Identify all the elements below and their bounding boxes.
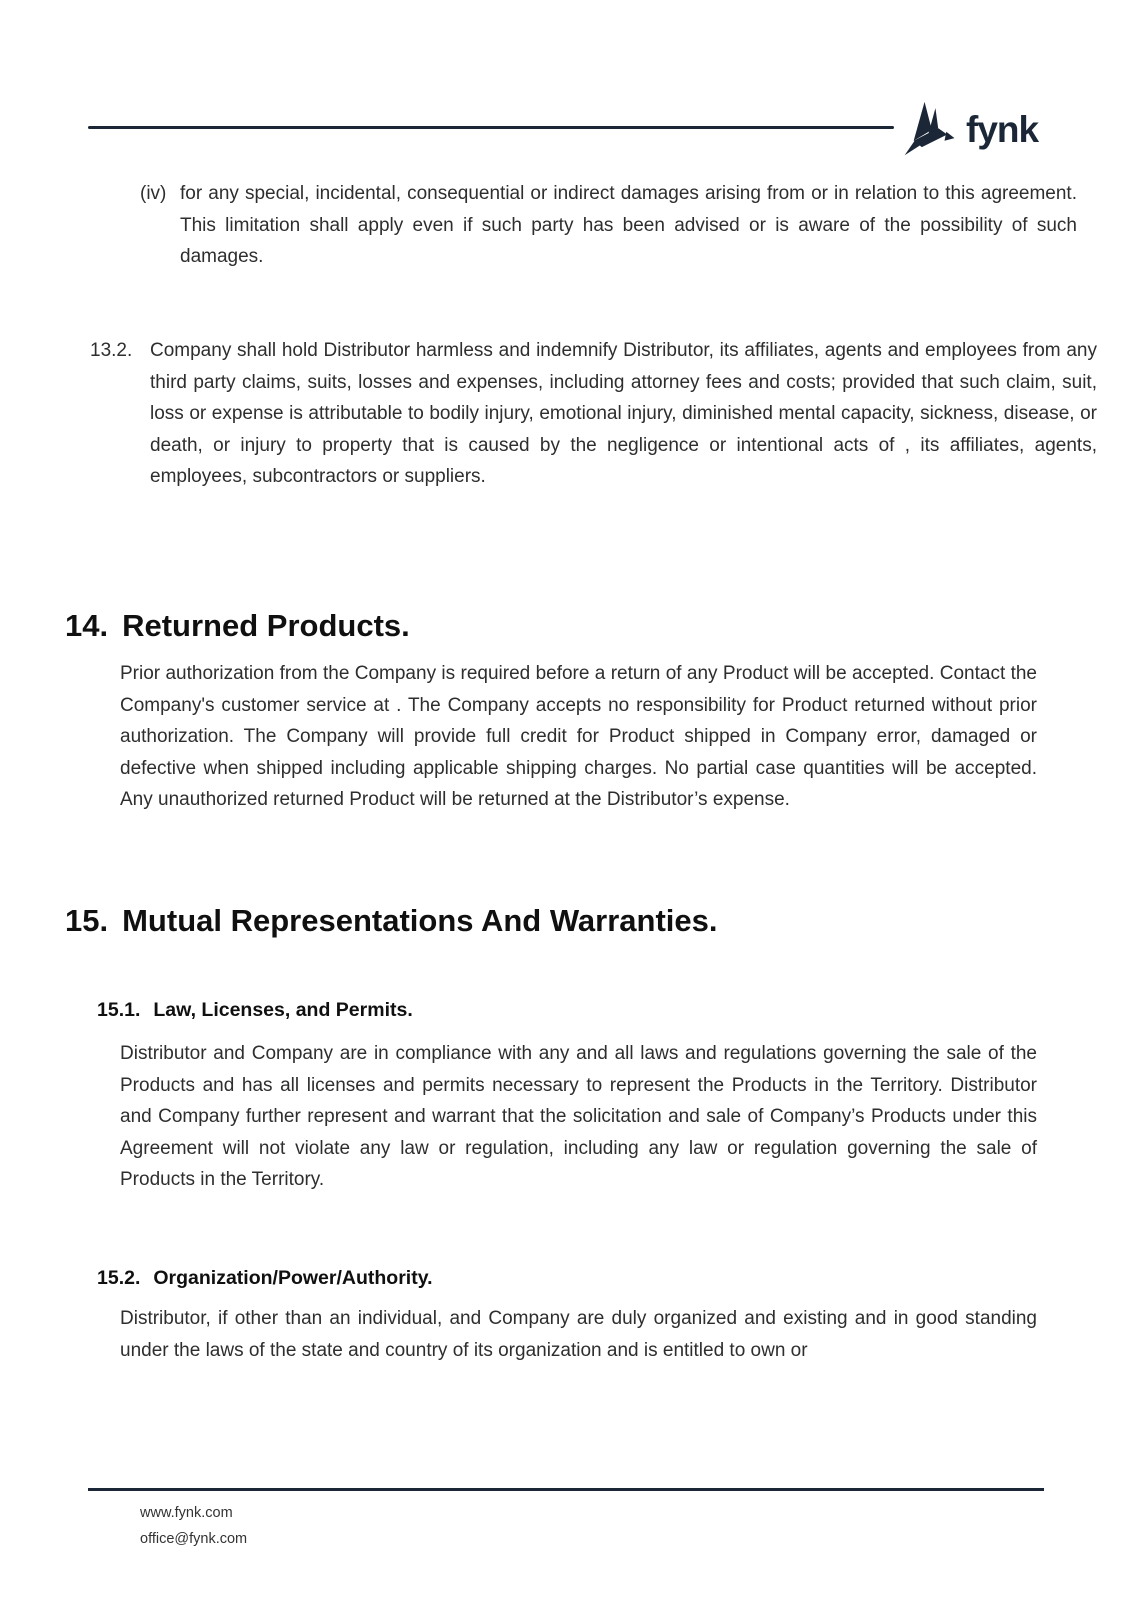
clause-13-2-label: 13.2. (90, 340, 133, 361)
section-15-title: Mutual Representations And Warranties. (122, 902, 718, 938)
clause-13-2 (90, 335, 1097, 493)
section-14-body: Prior authorization from the Company is required before a return of any Product will be accepted. Contact the Company's customer service at . The Company accepts no responsibility for Product returned without prior authorization. The Company will provide full credit for Product shipped in Company error, damaged or defective when shipped including applicable shipping charges. No partial case quantities will be accepted. Any unauthorized returned Product will be returned at the Distributor’s expense. (120, 663, 1037, 811)
clause-iv-text: for any special, incidental, consequential or indirect damages arising from or in relation to this agreement. This limitation shall apply even if such party has been advised or is aware of the possibility of such damages. (180, 183, 1077, 268)
subsection-15-2-heading (97, 1264, 433, 1292)
brand-wordmark: fynk (966, 108, 1039, 150)
section-14-number: 14. (65, 607, 109, 643)
section-15-number: 15. (65, 902, 109, 938)
clause-item-iv (140, 178, 1077, 273)
section-15-heading (65, 901, 718, 941)
clause-iv-label: (iv) (140, 183, 167, 204)
clause-13-2-text: Company shall hold Distributor harmless and indemnify Distributor, its affiliates, agents and employees from any third party claims, suits, losses and expenses, including attorney fees and costs; provided that such claim, suit, loss or expense is attributable to bodily injury, emotional injury, diminished mental capacity, sickness, disease, or death, or injury to property that is caused by the negligence or intentional acts of , its affiliates, agents, employees, subcontractors or suppliers. (150, 340, 1097, 488)
section-14-heading (65, 606, 410, 646)
subsection-15-2-number: 15.2. (97, 1267, 141, 1290)
footer-website: www.fynk.com (140, 1505, 233, 1521)
footer (140, 1500, 247, 1552)
subsection-15-1-title: Law, Licenses, and Permits. (153, 999, 413, 1022)
fynk-logo (901, 100, 1038, 158)
footer-email: office@fynk.com (140, 1531, 248, 1547)
subsection-15-1-number: 15.1. (97, 999, 141, 1022)
origami-crane-icon (901, 100, 959, 158)
subsection-15-1-body: Distributor and Company are in compliance with any and all laws and regulations governing the sale of the Products and has all licenses and permits necessary to represent the Products in the Territory. Distributor and Company further represent and warrant that the solicitation and sale of Company’s Products under this Agreement will not violate any law or regulation, including any law or regulation governing the sale of Products in the Territory. (120, 1043, 1037, 1191)
section-14-title: Returned Products. (122, 607, 410, 643)
footer-divider (88, 1488, 1044, 1491)
subsection-15-2-title: Organization/Power/Authority. (153, 1267, 433, 1290)
header-divider (88, 126, 894, 129)
subsection-15-2-body: Distributor, if other than an individual, and Company are duly organized and existing and in good standing under the laws of the state and country of its organization and is entitled to own or (120, 1308, 1037, 1361)
subsection-15-1-heading (97, 996, 413, 1024)
